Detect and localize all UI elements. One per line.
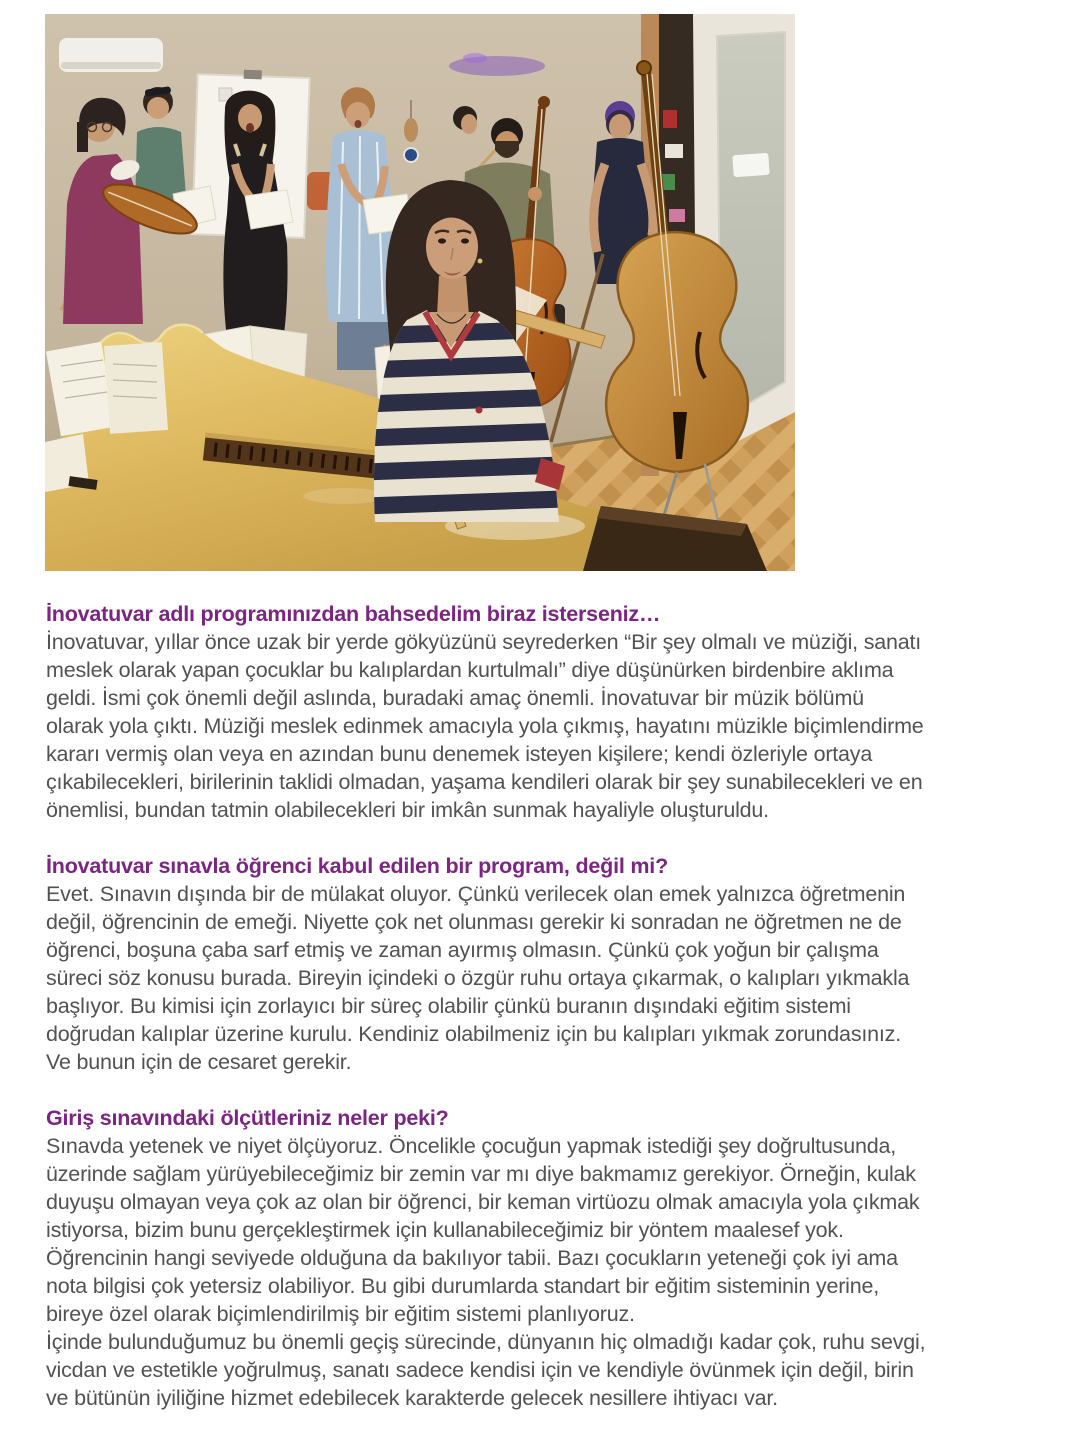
answer-line: değil, öğrencinin de emeği. Niyette çok net olunması gerekir ki sonradan ne öğretmen ne de [46, 910, 902, 934]
closing-line: İçinde bulunduğumuz bu önemli geçiş sürecinde, dünyanın hiç olmadığı kadar çok, ruhu sevgi, [46, 1330, 926, 1354]
question-heading: Giriş sınavındaki ölçütleriniz neler peki? [46, 1106, 449, 1130]
answer-line: başlıyor. Bu kimisi için zorlayıcı bir süreç olabilir çünkü buranın dışındaki eğitim sistemi [46, 994, 851, 1018]
interview-section-3 [46, 1104, 1046, 1328]
answer-line: Sınavda yetenek ve niyet ölçüyoruz. Öncelikle çocuğun yapmak istediği şey doğrultusunda, [46, 1134, 897, 1158]
answer-line: nota bilgisi çok yetersiz olabiliyor. Bu gibi durumlarda standart bir eğitim sisteminin yerine, [46, 1274, 880, 1298]
interview-section-1 [46, 600, 1046, 824]
answer-line: duyuşu olmayan veya çok az olan bir öğrenci, bir keman virtüozu olmak amacıyla yola çıkmak [46, 1190, 920, 1214]
interview-article [46, 600, 1046, 1412]
answer-line: kararı vermiş olan veya en azından bunu denemek isteyen kişilere; kendi özleriyle ortaya [46, 742, 873, 766]
answer-line: Öğrencinin hangi seviyede olduğuna da bakılıyor tabii. Bazı çocukların yeteneği çok iyi ama [46, 1246, 898, 1270]
closing-paragraph [46, 1328, 1046, 1412]
question-heading: İnovatuvar adlı programınızdan bahsedelim biraz isterseniz… [46, 602, 661, 626]
answer-line: istiyorsa, bizim bunu gerçekleştirmek için kullanabileceğimiz bir yöntem maalesef yok. [46, 1218, 844, 1242]
answer-line: Ve bunun için de cesaret gerekir. [46, 1050, 352, 1074]
answer-line: önemlisi, bundan tatmin olabilecekleri bir imkân sunmak hayaliyle oluşturuldu. [46, 798, 769, 822]
answer-paragraph [46, 880, 1046, 1076]
answer-line: çıkabilecekleri, birilerinin taklidi olmadan, yaşama kendileri olarak bir şey sunabilecekleri ve en [46, 770, 923, 794]
answer-line: süreci söz konusu burada. Bireyin içindeki o özgür ruhu ortaya çıkarmak, o kalıpları yıkmakla [46, 966, 910, 990]
answer-line: meslek olarak yapan çocuklar bu kalıplardan kurtulmalı” diye düşünürken birdenbire aklıma [46, 658, 894, 682]
answer-line: öğrenci, boşuna çaba sarf etmiş ve zaman ayırmış olmasın. Çünkü çok yoğun bir çalışma [46, 938, 879, 962]
rehearsal-photo-illustration [45, 14, 795, 571]
question-heading: İnovatuvar sınavla öğrenci kabul edilen bir program, değil mi? [46, 854, 669, 878]
rehearsal-photo [45, 14, 795, 571]
answer-line: olarak yola çıktı. Müziği meslek edinmek amacıyla yola çıkmış, hayatını müzikle biçimlendirme [46, 714, 924, 738]
answer-paragraph [46, 628, 1046, 824]
air-conditioner [59, 38, 163, 72]
answer-line: doğrudan kalıplar üzerine kurulu. Kendiniz olabilmeniz için bu kalıpları yıkmak zorundasınız. [46, 1022, 901, 1046]
answer-line: geldi. İsmi çok önemli değil aslında, buradaki amaç önemli. İnovatuvar bir müzik bölümü [46, 686, 864, 710]
answer-line: Evet. Sınavın dışında bir de mülakat oluyor. Çünkü verilecek olan emek yalnızca öğretmenin [46, 882, 906, 906]
interview-section-2 [46, 852, 1046, 1076]
answer-line: İnovatuvar, yıllar önce uzak bir yerde gökyüzünü seyrederken “Bir şey olmalı ve müziği, sanatı [46, 630, 922, 654]
answer-paragraph [46, 1132, 1046, 1328]
closing-line: vicdan ve estetikle yoğrulmuş, sanatı sadece kendisi için ve kendiyle övünmek için değil, birin [46, 1358, 914, 1382]
answer-line: üzerinde sağlam yürüyebileceğimiz bir zemin var mı diye bakmamız gerekiyor. Örneğin, kulak [46, 1162, 916, 1186]
closing-line: ve bütünün iyiliğine hizmet edebilecek karakterde gelecek nesillere ihtiyacı var. [46, 1386, 778, 1410]
answer-line: bireye özel olarak biçimlendirilmiş bir eğitim sistemi planlıyoruz. [46, 1302, 635, 1326]
